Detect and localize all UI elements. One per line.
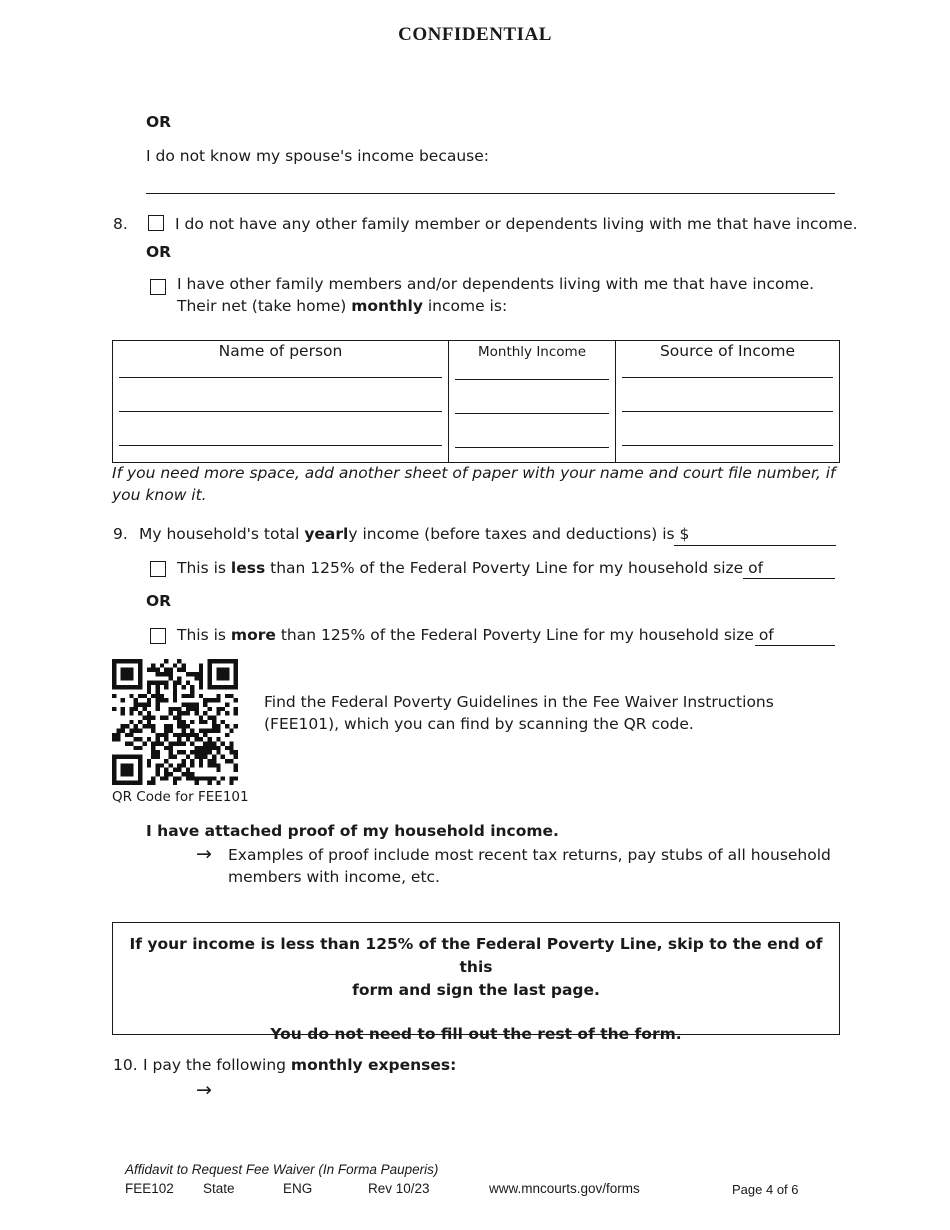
footer-jurisdiction: State bbox=[203, 1181, 235, 1196]
proof-examples-line1: Examples of proof include most recent tax returns, pay stubs of all household bbox=[228, 846, 831, 864]
monthly-income-column bbox=[449, 341, 616, 463]
spouse-income-unknown-text: I do not know my spouse's income because: bbox=[146, 147, 489, 165]
right-arrow-icon: → bbox=[196, 1079, 212, 1101]
page-header-confidential: CONFIDENTIAL bbox=[398, 24, 552, 45]
source-field-row-3[interactable] bbox=[622, 445, 833, 446]
household-size-field-more[interactable] bbox=[755, 645, 835, 646]
monthly-expenses-text: I pay the following monthly expenses: bbox=[143, 1056, 457, 1074]
other-income-checkbox[interactable] bbox=[150, 279, 166, 295]
name-field-row-1[interactable] bbox=[119, 377, 442, 378]
source-field-row-1[interactable] bbox=[622, 377, 833, 378]
footer-form-code: FEE102 bbox=[125, 1181, 174, 1196]
name-field-row-3[interactable] bbox=[119, 445, 442, 446]
more-space-note-line2: you know it. bbox=[112, 486, 207, 504]
other-income-text-line2: Their net (take home) monthly income is: bbox=[177, 297, 508, 315]
source-column bbox=[616, 341, 840, 463]
footer-revision: Rev 10/23 bbox=[368, 1181, 430, 1196]
spouse-reason-field[interactable] bbox=[146, 193, 835, 194]
more-space-note: If you need more space, add another sheet of paper with your name and court file number, if bbox=[112, 464, 836, 482]
other-income-text: I have other family members and/or dependents living with me that have income. bbox=[177, 275, 815, 293]
footer-form-title: Affidavit to Request Fee Waiver (In Forma Pauperis) bbox=[125, 1162, 439, 1177]
skip-notice-box bbox=[112, 922, 840, 1043]
or-label: OR bbox=[146, 243, 172, 261]
skip-notice-line3: You do not need to fill out the rest of the form. bbox=[270, 1025, 682, 1043]
monthly-income-field-row-3[interactable] bbox=[455, 447, 609, 448]
household-size-field-less[interactable] bbox=[743, 578, 835, 579]
source-field-row-2[interactable] bbox=[622, 411, 833, 412]
skip-notice-line1: If your income is less than 125% of the Federal Poverty Line, skip to the end of this bbox=[129, 935, 823, 976]
proof-heading: I have attached proof of my household income. bbox=[146, 822, 559, 840]
footer-language: ENG bbox=[283, 1181, 313, 1196]
column-header-monthly-income: Monthly Income bbox=[477, 344, 587, 360]
item-8-number: 8. bbox=[113, 215, 128, 233]
monthly-income-field-row-1[interactable] bbox=[455, 379, 609, 380]
item-9-number: 9. bbox=[113, 525, 128, 543]
less-than-fpl-checkbox[interactable] bbox=[150, 561, 166, 577]
footer-website-link[interactable]: www.mncourts.gov/forms bbox=[489, 1181, 640, 1196]
no-other-income-checkbox[interactable] bbox=[148, 215, 164, 231]
household-income-table bbox=[112, 340, 840, 463]
right-arrow-icon: → bbox=[196, 843, 212, 865]
yearly-income-text: My household's total yearly income (before taxes and deductions) is $ bbox=[139, 525, 690, 543]
footer-page-number: Page 4 of 6 bbox=[732, 1182, 799, 1197]
qr-code-icon bbox=[112, 659, 238, 785]
column-header-source: Source of Income bbox=[659, 342, 796, 360]
column-header-name: Name of person bbox=[218, 342, 343, 360]
more-than-fpl-text: This is more than 125% of the Federal Poverty Line for my household size of bbox=[177, 626, 774, 644]
or-label: OR bbox=[146, 113, 172, 131]
name-column bbox=[113, 341, 449, 463]
more-than-fpl-checkbox[interactable] bbox=[150, 628, 166, 644]
no-other-income-text: I do not have any other family member or dependents living with me that have income. bbox=[175, 215, 858, 233]
qr-code-caption: QR Code for FEE101 bbox=[112, 789, 249, 805]
qr-instructions-line2: (FEE101), which you can find by scanning the QR code. bbox=[264, 715, 694, 733]
item-10-number: 10. bbox=[113, 1056, 138, 1074]
yearly-income-field[interactable] bbox=[674, 545, 836, 546]
or-label: OR bbox=[146, 592, 172, 610]
less-than-fpl-text: This is less than 125% of the Federal Poverty Line for my household size of bbox=[177, 559, 764, 577]
qr-instructions-line1: Find the Federal Poverty Guidelines in the Fee Waiver Instructions bbox=[264, 693, 774, 711]
skip-notice-line2: form and sign the last page. bbox=[352, 981, 600, 999]
monthly-income-field-row-2[interactable] bbox=[455, 413, 609, 414]
name-field-row-2[interactable] bbox=[119, 411, 442, 412]
proof-examples-line2: members with income, etc. bbox=[228, 868, 440, 886]
